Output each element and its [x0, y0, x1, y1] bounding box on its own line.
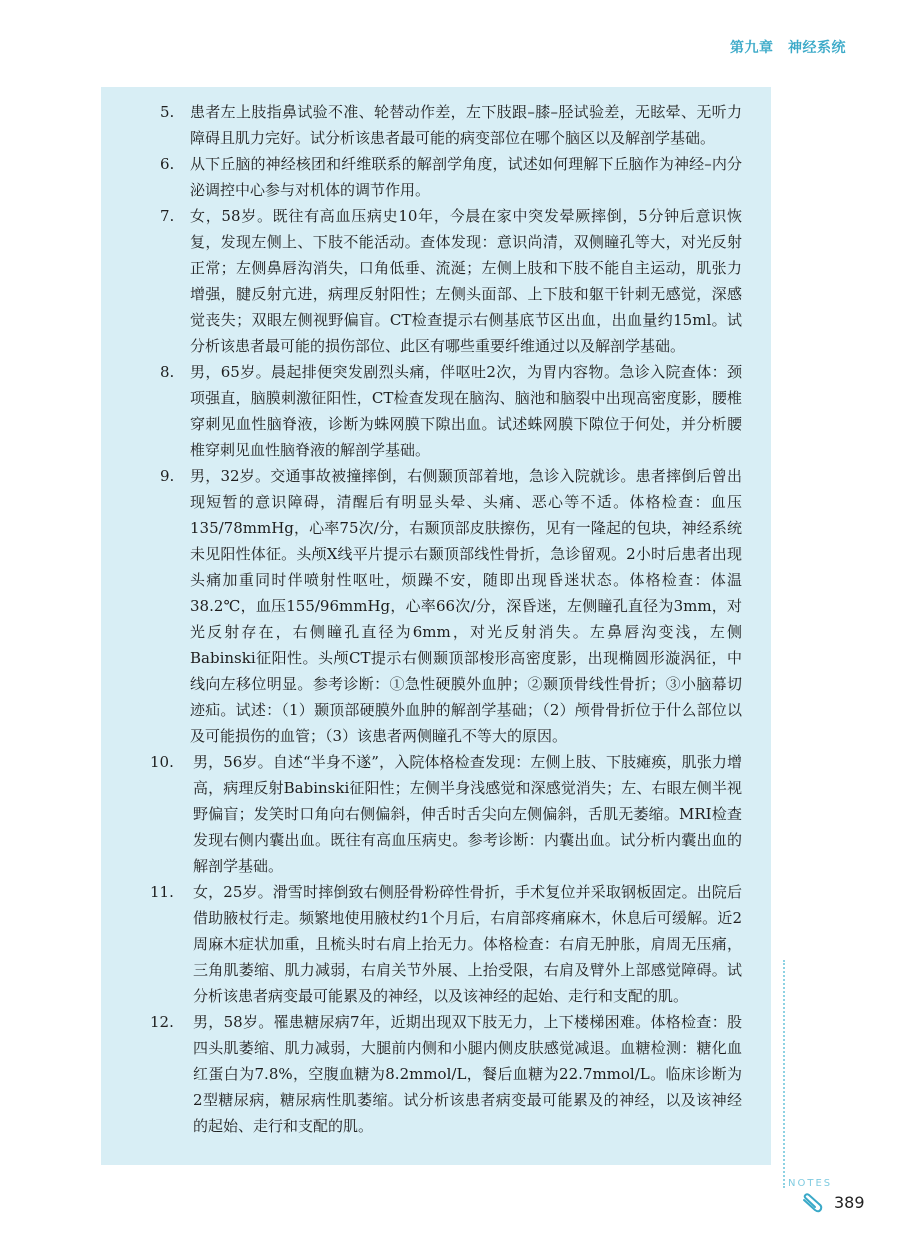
- question-text: 男，56岁。自述“半身不遂”，入院体格检查发现：左侧上肢、下肢瘫痪，肌张力增高，病理反射Babinski征阳性；左侧半身浅感觉和深感觉消失；左、右眼左侧半视野偏盲；发笑时口角向右侧偏斜，伸舌时舌尖向左侧偏斜，舌肌无萎缩。MRI检查发现右侧内囊出血。既往有高血压病史。参考诊断：内囊出血。试分析内囊出血的解剖学基础。: [193, 753, 742, 875]
- question-number: 10.: [150, 753, 174, 771]
- question-number: 7.: [160, 207, 175, 225]
- chapter-title: 第九章 神经系统: [730, 40, 846, 56]
- notes-label: NOTES: [788, 1178, 833, 1189]
- page-number: 389: [834, 1193, 865, 1212]
- question-number: 9.: [160, 467, 175, 485]
- question-item-7: [160, 203, 742, 359]
- question-list: [150, 99, 742, 1139]
- question-number: 12.: [150, 1013, 174, 1031]
- question-number: 5.: [160, 103, 175, 121]
- question-item-11: [150, 879, 742, 1009]
- question-item-6: [160, 151, 742, 203]
- question-item-9: [160, 463, 742, 749]
- question-text: 女，58岁。既往有高血压病史10年，今晨在家中突发晕厥摔倒，5分钟后意识恢复，发现左侧上、下肢不能活动。查体发现：意识尚清，双侧瞳孔等大，对光反射正常；左侧鼻唇沟消失，口角低垂、流涎；左侧上肢和下肢不能自主运动，肌张力增强，腱反射亢进，病理反射阳性；左侧头面部、上下肢和躯干针刺无感觉，深感觉丧失；双眼左侧视野偏盲。CT检查提示右侧基底节区出血，出血量约15ml。试分析该患者最可能的损伤部位、此区有哪些重要纤维通过以及解剖学基础。: [190, 207, 742, 355]
- question-text: 患者左上肢指鼻试验不准、轮替动作差，左下肢跟–膝–胫试验差，无眩晕、无听力障碍且肌力完好。试分析该患者最可能的病变部位在哪个脑区以及解剖学基础。: [190, 103, 742, 147]
- question-item-5: [160, 99, 742, 151]
- question-item-10: [150, 749, 742, 879]
- question-text: 男，32岁。交通事故被撞摔倒，右侧颞顶部着地，急诊入院就诊。患者摔倒后曾出现短暂的意识障碍，清醒后有明显头晕、头痛、恶心等不适。体格检查：血压135/78mmHg，心率75次/分，右颞顶部皮肤擦伤，见有一隆起的包块，神经系统未见阳性体征。头颅X线平片提示右颞顶部线性骨折，急诊留观。2小时后患者出现头痛加重同时伴喷射性呕吐，烦躁不安，随即出现昏迷状态。体格检查：体温38.2℃，血压155/96mmHg，心率66次/分，深昏迷，左侧瞳孔直径为3mm，对光反射存在，右侧瞳孔直径为6mm，对光反射消失。左鼻唇沟变浅，左侧Babinski征阳性。头颅CT提示右侧颞顶部梭形高密度影，出现椭圆形漩涡征，中线向左移位明显。参考诊断：①急性硬膜外血肿；②颞顶骨线性骨折；③小脑幕切迹疝。试述：（1）颞顶部硬膜外血肿的解剖学基础；（2）颅骨骨折位于什么部位以及可能损伤的血管；（3）该患者两侧瞳孔不等大的原因。: [190, 467, 742, 745]
- question-text: 男，65岁。晨起排便突发剧烈头痛，伴呕吐2次，为胃内容物。急诊入院查体：颈项强直，脑膜刺激征阳性，CT检查发现在脑沟、脑池和脑裂中出现高密度影，腰椎穿刺见血性脑脊液，诊断为蛛网膜下隙出血。试述蛛网膜下隙位于何处，并分析腰椎穿刺见血性脑脊液的解剖学基础。: [190, 363, 742, 459]
- question-number: 8.: [160, 363, 175, 381]
- question-item-12: [150, 1009, 742, 1139]
- question-item-8: [160, 359, 742, 463]
- question-text: 从下丘脑的神经核团和纤维联系的解剖学角度，试述如何理解下丘脑作为神经–内分泌调控中心参与对机体的调节作用。: [190, 155, 742, 199]
- question-number: 6.: [160, 155, 175, 173]
- question-text: 男，58岁。罹患糖尿病7年，近期出现双下肢无力，上下楼梯困难。体格检查：股四头肌萎缩、肌力减弱，大腿前内侧和小腿内侧皮肤感觉减退。血糖检测：糖化血红蛋白为7.8%，空腹血糖为8.2mmol/L，餐后血糖为22.7mmol/L。临床诊断为2型糖尿病，糖尿病性肌萎缩。试分析该患者病变最可能累及的神经，以及该神经的起始、走行和支配的肌。: [193, 1013, 742, 1135]
- question-number: 11.: [150, 883, 174, 901]
- notes-divider: [783, 960, 785, 1188]
- paperclip-icon: [800, 1192, 824, 1214]
- question-text: 女，25岁。滑雪时摔倒致右侧胫骨粉碎性骨折，手术复位并采取钢板固定。出院后借助腋杖行走。频繁地使用腋杖约1个月后，右肩部疼痛麻木，休息后可缓解。近2周麻木症状加重，且梳头时右肩上抬无力。体格检查：右肩无肿胀，肩周无压痛，三角肌萎缩、肌力减弱，右肩关节外展、上抬受限，右肩及臂外上部感觉障碍。试分析该患者病变最可能累及的神经，以及该神经的起始、走行和支配的肌。: [193, 883, 742, 1005]
